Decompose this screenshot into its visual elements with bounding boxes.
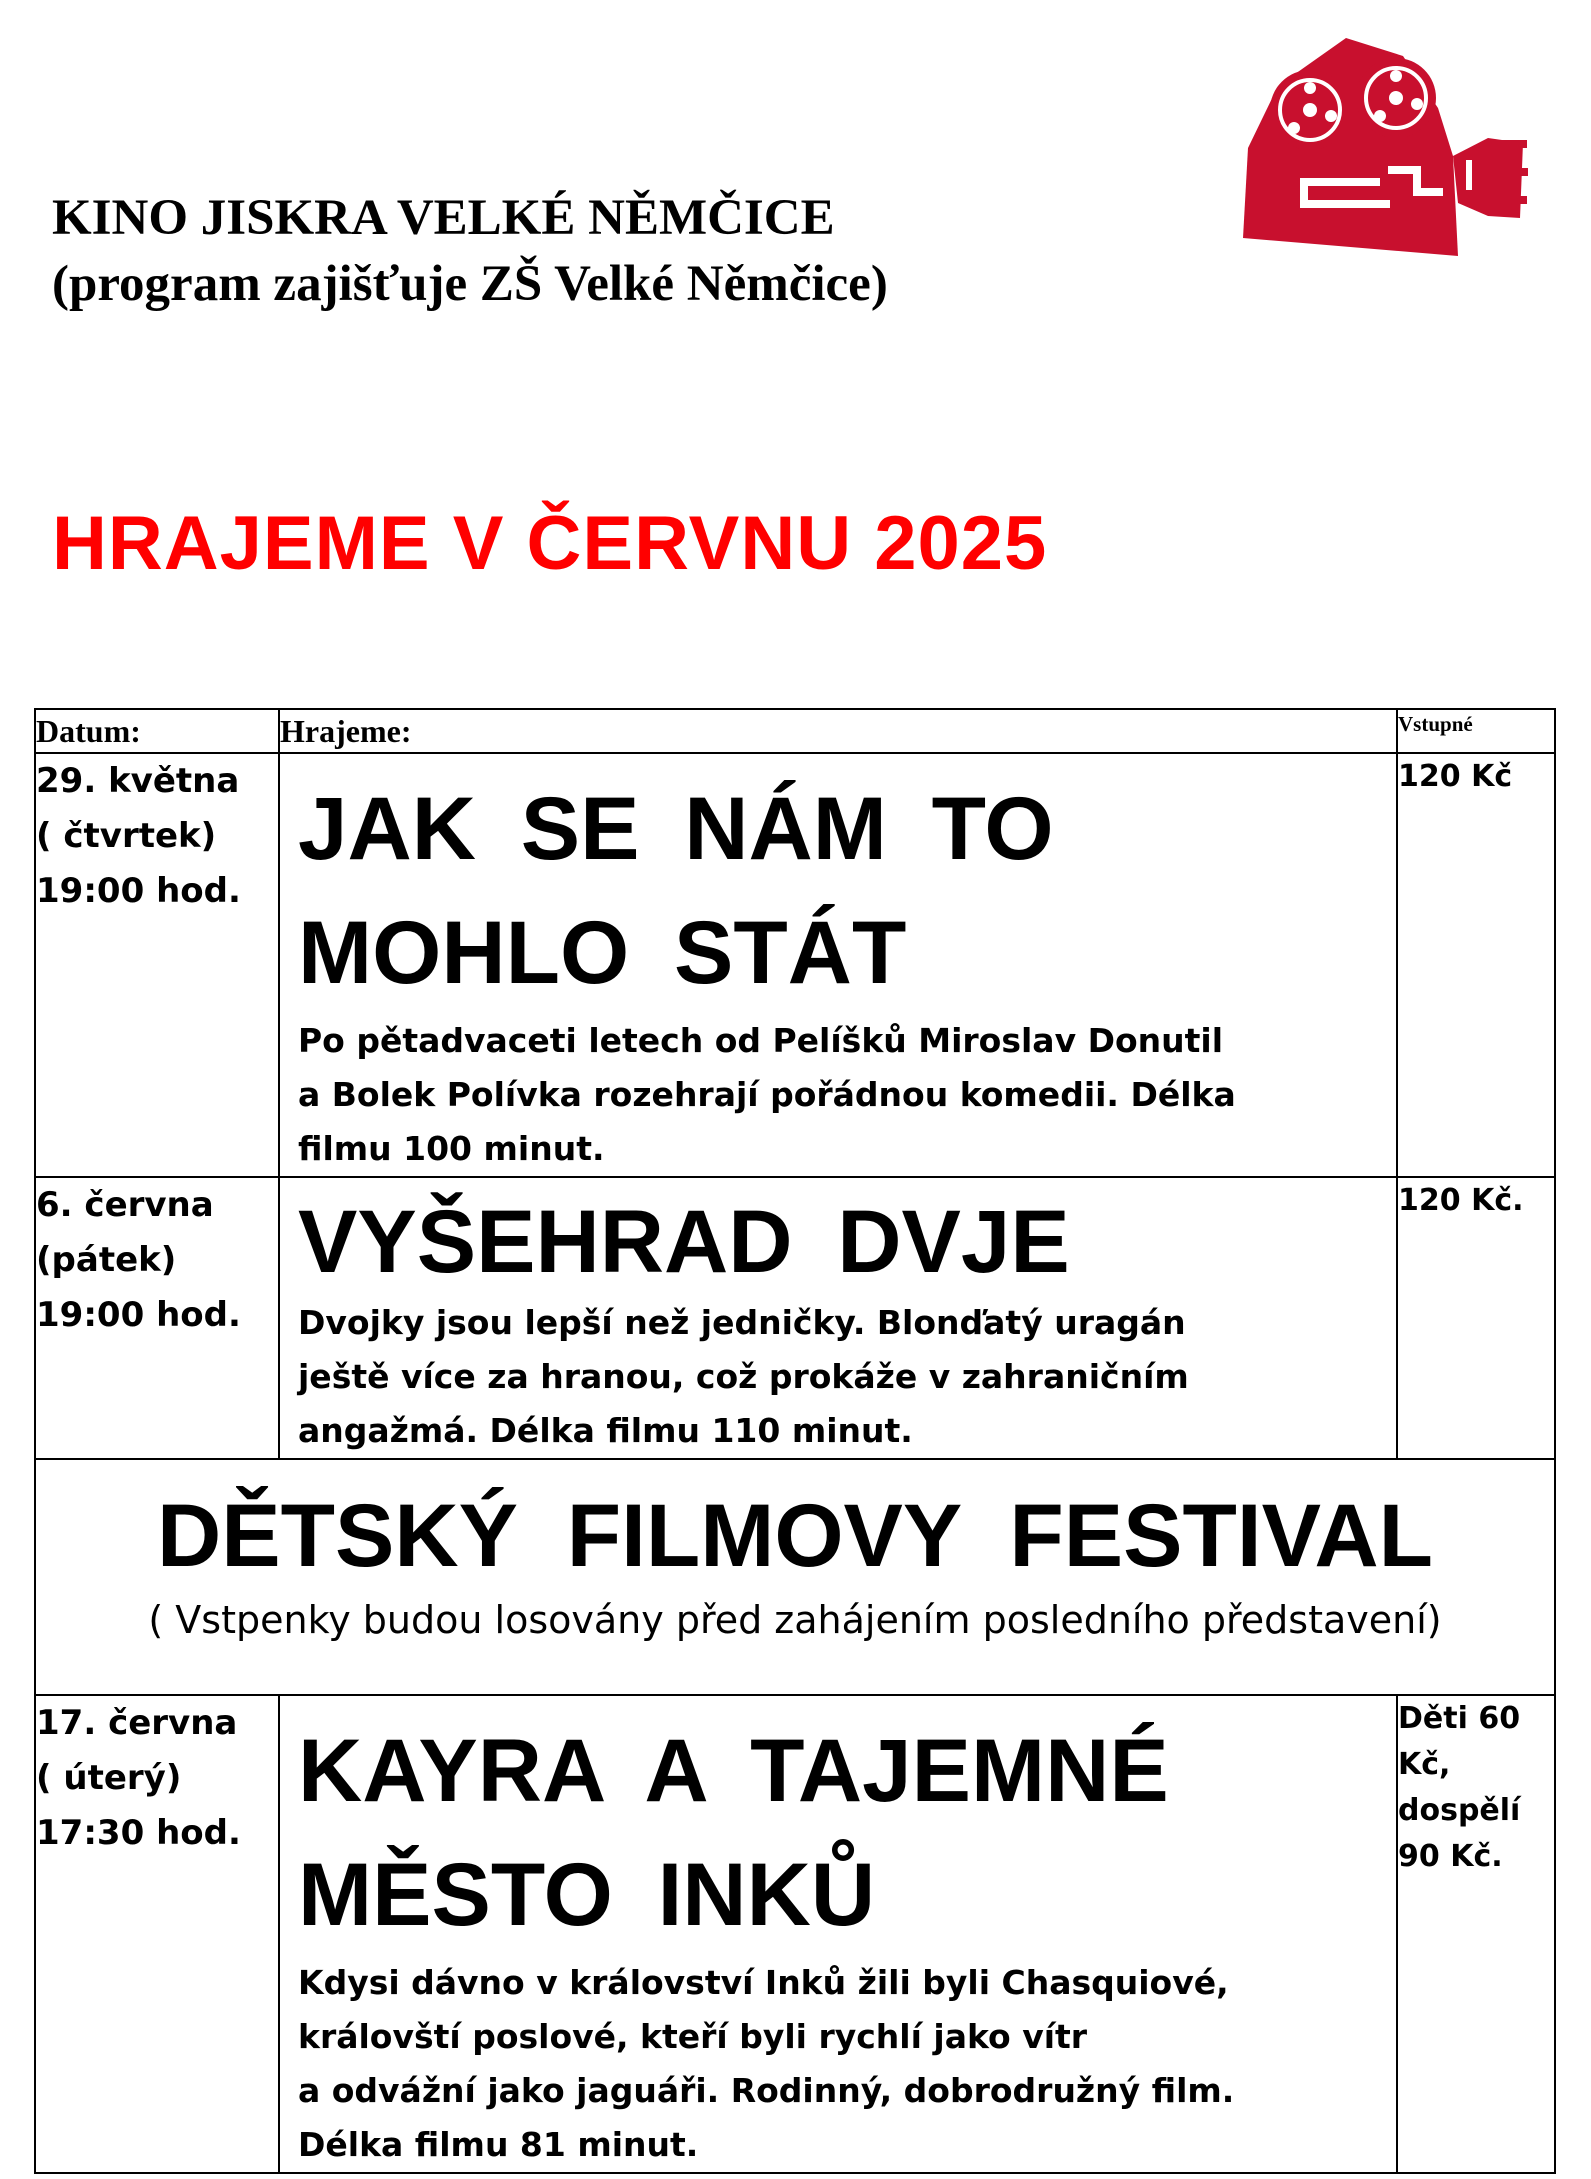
film-description: Kdysi dávno v království Inků žili byli Chasquiové, královští poslové, kteří byli rychlí jako vítr a odvážní jako jaguáři. Rodinný, dobrodružný film. Délka filmu 81 minut. (298, 1963, 1235, 2164)
screening-date: 6. června (pátek) 19:00 hod. (35, 1177, 279, 1459)
date-column-header: Datum: (35, 709, 279, 753)
film-title: VYŠEHRAD DVJE (298, 1191, 1070, 1291)
film-projector-icon (1238, 28, 1528, 273)
screening-date: 29. května ( čtvrtek) 19:00 hod. (35, 753, 279, 1177)
film-info (279, 753, 1397, 1177)
table-row (35, 1177, 1555, 1459)
table-row (35, 1695, 1555, 2173)
film-description: Dvojky jsou lepší než jedničky. Blonďatý uragán ještě více za hranou, což prokáže v zahraničním angažmá. Délka filmu 110 minut. (298, 1303, 1189, 1450)
ticket-price: Děti 60 Kč, dospělí 90 Kč. (1397, 1695, 1555, 2173)
festival-banner (35, 1459, 1555, 1695)
ticket-price: 120 Kč (1397, 753, 1555, 1177)
screening-date: 17. června ( úterý) 17:30 hod. (35, 1695, 279, 2173)
program-table (34, 708, 1556, 2174)
page-header (52, 185, 888, 317)
organizer-note: (program zajišťuje ZŠ Velké Němčice) (52, 256, 888, 312)
film-info (279, 1177, 1397, 1459)
table-header-row (35, 709, 1555, 753)
month-headline: HRAJEME V ČERVNU 2025 (52, 501, 1048, 586)
film-title: KAYRA A TAJEMNÉ MĚSTO INKŮ (298, 1720, 1169, 1944)
ticket-price: 120 Kč. (1397, 1177, 1555, 1459)
festival-row (35, 1459, 1555, 1695)
price-column-header: Vstupné (1397, 709, 1555, 753)
film-title: JAK SE NÁM TO MOHLO STÁT (298, 778, 1054, 1002)
program-column-header: Hrajeme: (279, 709, 1397, 753)
film-info (279, 1695, 1397, 2173)
film-description: Po pětadvaceti letech od Pelíšků Miroslav Donutil a Bolek Polívka rozehrají pořádnou komedii. Délka filmu 100 minut. (298, 1021, 1236, 1168)
table-row (35, 753, 1555, 1177)
festival-title: DĚTSKÝ FILMOVY FESTIVAL (157, 1485, 1433, 1585)
festival-note: ( Vstpenky budou losovány před zahájením posledního představení) (148, 1598, 1442, 1642)
cinema-name: KINO JISKRA VELKÉ NĚMČICE (52, 190, 835, 246)
